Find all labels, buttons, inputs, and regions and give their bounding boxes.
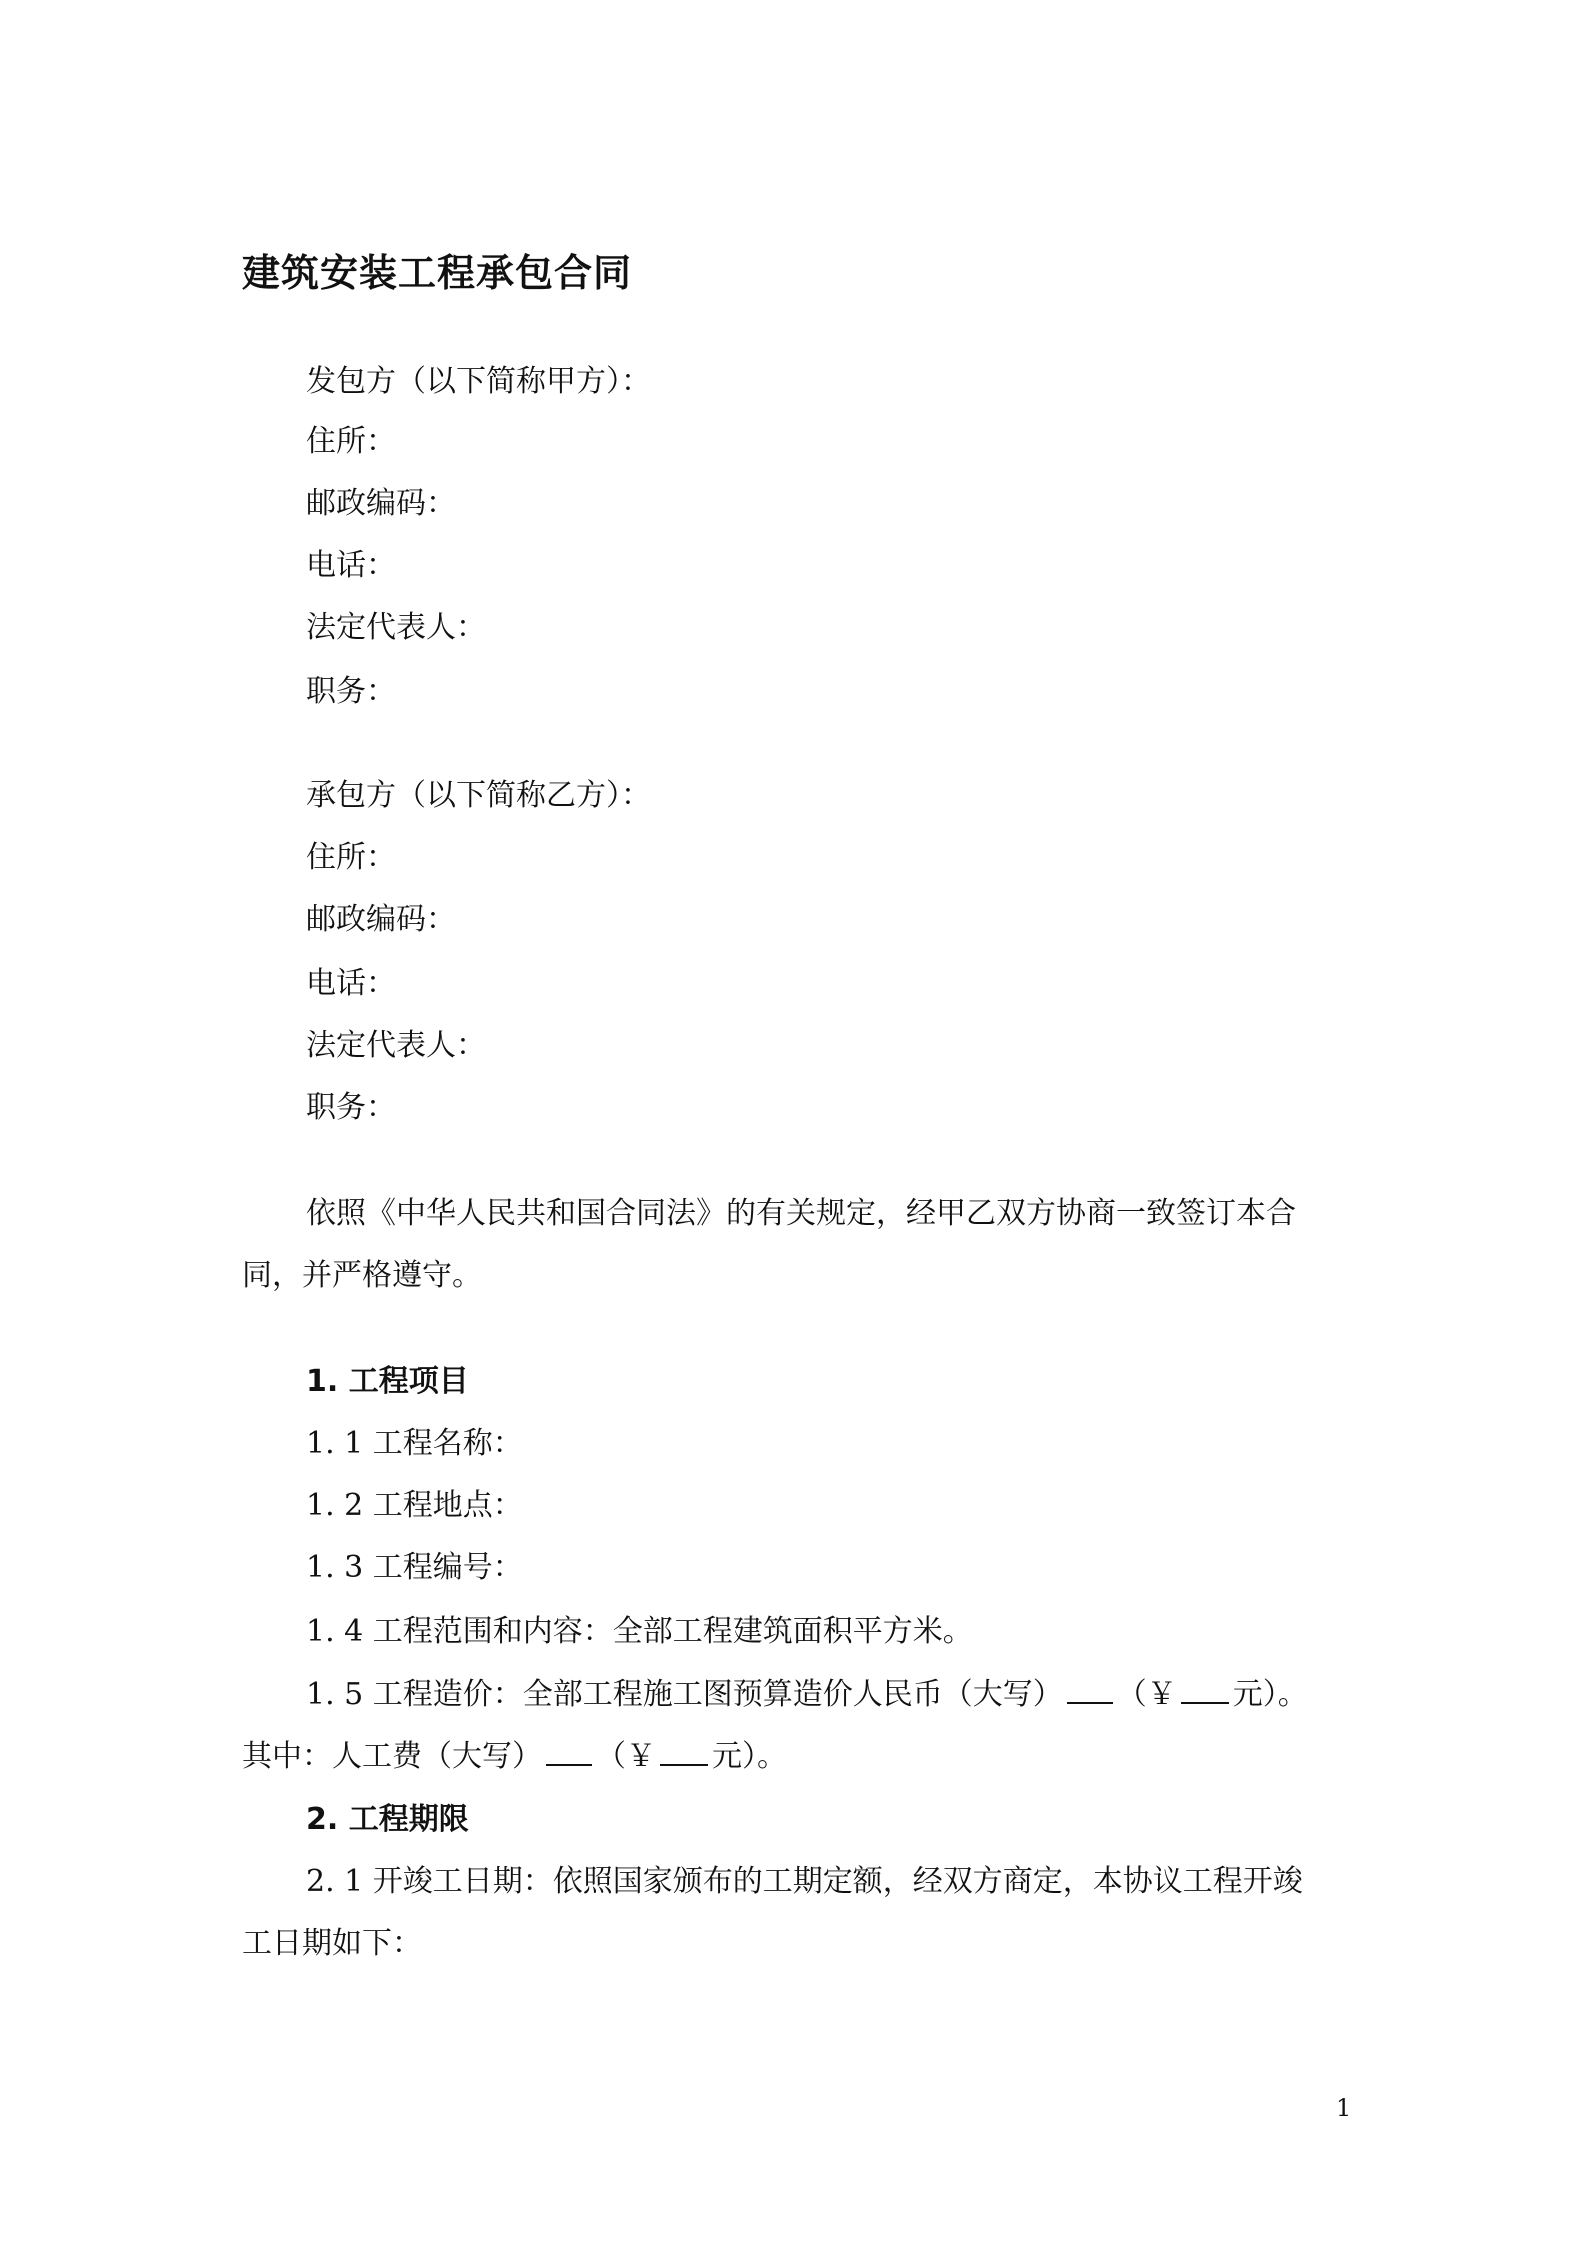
item-1-1: 1. 1 工程名称：: [306, 1426, 523, 1461]
party-a-position: 职务：: [306, 674, 396, 709]
party-b-legal-rep: 法定代表人：: [306, 1028, 486, 1063]
party-a-postal-code: 邮政编码：: [306, 486, 456, 521]
party-b-phone: 电话：: [306, 966, 396, 1001]
item-1-4: 1. 4 工程范围和内容：全部工程建筑面积平方米。: [306, 1614, 973, 1649]
labor-cost-yen: （￥: [596, 1739, 656, 1774]
preamble-line-2: 同，并严格遵守。: [242, 1258, 482, 1293]
labor-words-blank: [546, 1736, 592, 1766]
labor-number-blank: [660, 1736, 708, 1766]
amount-number-blank: [1181, 1674, 1229, 1704]
labor-cost-unit: 元）。: [712, 1739, 787, 1774]
page-number: 1: [1336, 2094, 1352, 2122]
item-1-3: 1. 3 工程编号：: [306, 1550, 523, 1585]
labor-cost-text: 其中：人工费（大写）: [242, 1739, 542, 1774]
party-b-position: 职务：: [306, 1090, 396, 1125]
amount-words-blank: [1067, 1674, 1113, 1704]
party-b-header: 承包方（以下简称乙方）：: [306, 778, 651, 813]
item-2-1-line-2: 工日期如下：: [242, 1926, 422, 1961]
item-1-5-yen: （￥: [1116, 1677, 1177, 1712]
document-title: 建筑安装工程承包合同: [242, 251, 633, 295]
party-b-postal-code: 邮政编码：: [306, 902, 456, 937]
section-2-heading: 2. 工程期限: [306, 1802, 469, 1837]
party-a-legal-rep: 法定代表人：: [306, 610, 486, 645]
party-a-header: 发包方（以下简称甲方）：: [306, 364, 651, 399]
section-1-heading: 1. 工程项目: [306, 1364, 469, 1399]
preamble-line-1: 依照《中华人民共和国合同法》的有关规定，经甲乙双方协商一致签订本合: [306, 1196, 1296, 1231]
item-1-5-text: 1. 5 工程造价：全部工程施工图预算造价人民币（大写）: [306, 1677, 1063, 1712]
party-a-phone: 电话：: [306, 548, 396, 583]
item-1-2: 1. 2 工程地点：: [306, 1488, 523, 1523]
item-1-5: [306, 1674, 1308, 1715]
labor-cost-line: [242, 1736, 787, 1777]
party-a-address: 住所：: [306, 424, 396, 459]
item-1-5-unit: 元）。: [1232, 1677, 1308, 1712]
item-2-1-line-1: 2. 1 开竣工日期：依照国家颁布的工期定额，经双方商定，本协议工程开竣: [306, 1864, 1303, 1899]
party-b-address: 住所：: [306, 840, 396, 875]
